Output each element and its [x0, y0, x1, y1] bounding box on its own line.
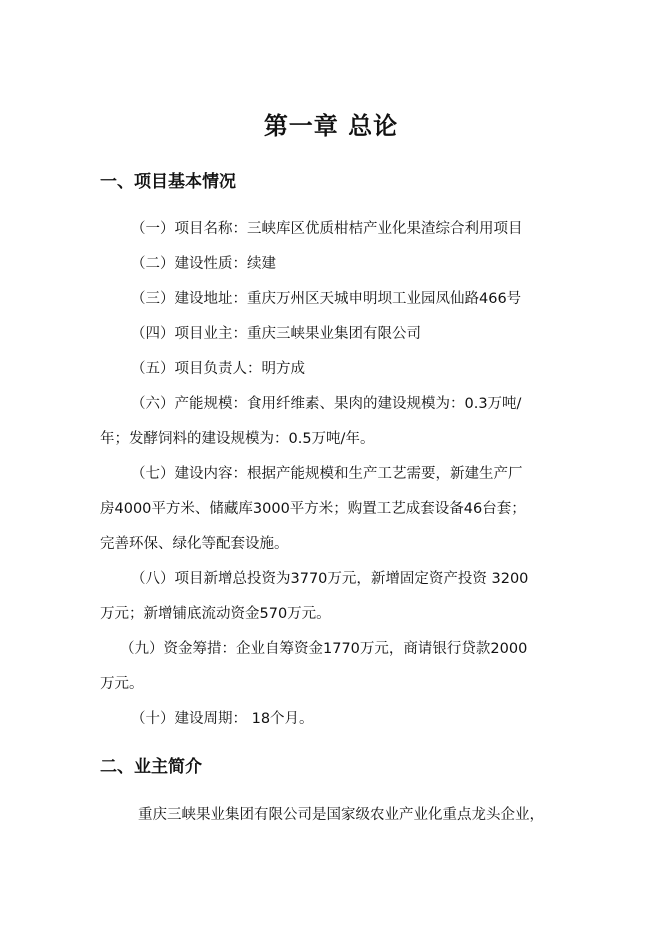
item-capacity-line1: （六）产能规模：食用纤维素、果肉的建设规模为：0.3万吨/ [131, 396, 522, 412]
item-construction-type: （二）建设性质：续建 [131, 256, 276, 272]
item-investment-line2: 万元；新增铺底流动资金570万元。 [100, 606, 331, 622]
item-funding-line2: 万元。 [100, 676, 144, 692]
owner-intro-paragraph: 重庆三峡果业集团有限公司是国家级农业产业化重点龙头企业， [138, 807, 544, 823]
item-investment-line1: （八）项目新增总投资为3770万元，新增固定资产投资 3200 [131, 571, 529, 587]
section-heading-basic-info: 一、项目基本情况 [100, 172, 236, 192]
item-funding-line1: （九）资金筹措：企业自筹资金1770万元，商请银行贷款2000 [120, 641, 528, 657]
item-project-leader: （五）项目负责人：明方成 [131, 361, 305, 377]
item-construction-address: （三）建设地址：重庆万州区天城申明坝工业园凤仙路466号 [131, 291, 522, 307]
item-project-owner: （四）项目业主：重庆三峡果业集团有限公司 [131, 326, 421, 342]
item-capacity-line2: 年；发酵饲料的建设规模为：0.5万吨/年。 [100, 431, 375, 447]
item-construction-period: （十）建设周期： 18个月。 [131, 711, 314, 727]
section-heading-owner-intro: 二、业主简介 [100, 757, 202, 777]
item-content-line2: 房4000平方米、储藏库3000平方米；购置工艺成套设备46台套； [100, 501, 526, 517]
item-content-line3: 完善环保、绿化等配套设施。 [100, 536, 289, 552]
item-project-name: （一）项目名称：三峡库区优质柑桔产业化果渣综合利用项目 [131, 221, 523, 237]
chapter-title: 第一章 总论 [263, 112, 399, 140]
item-content-line1: （七）建设内容：根据产能规模和生产工艺需要，新建生产厂 [131, 466, 523, 482]
